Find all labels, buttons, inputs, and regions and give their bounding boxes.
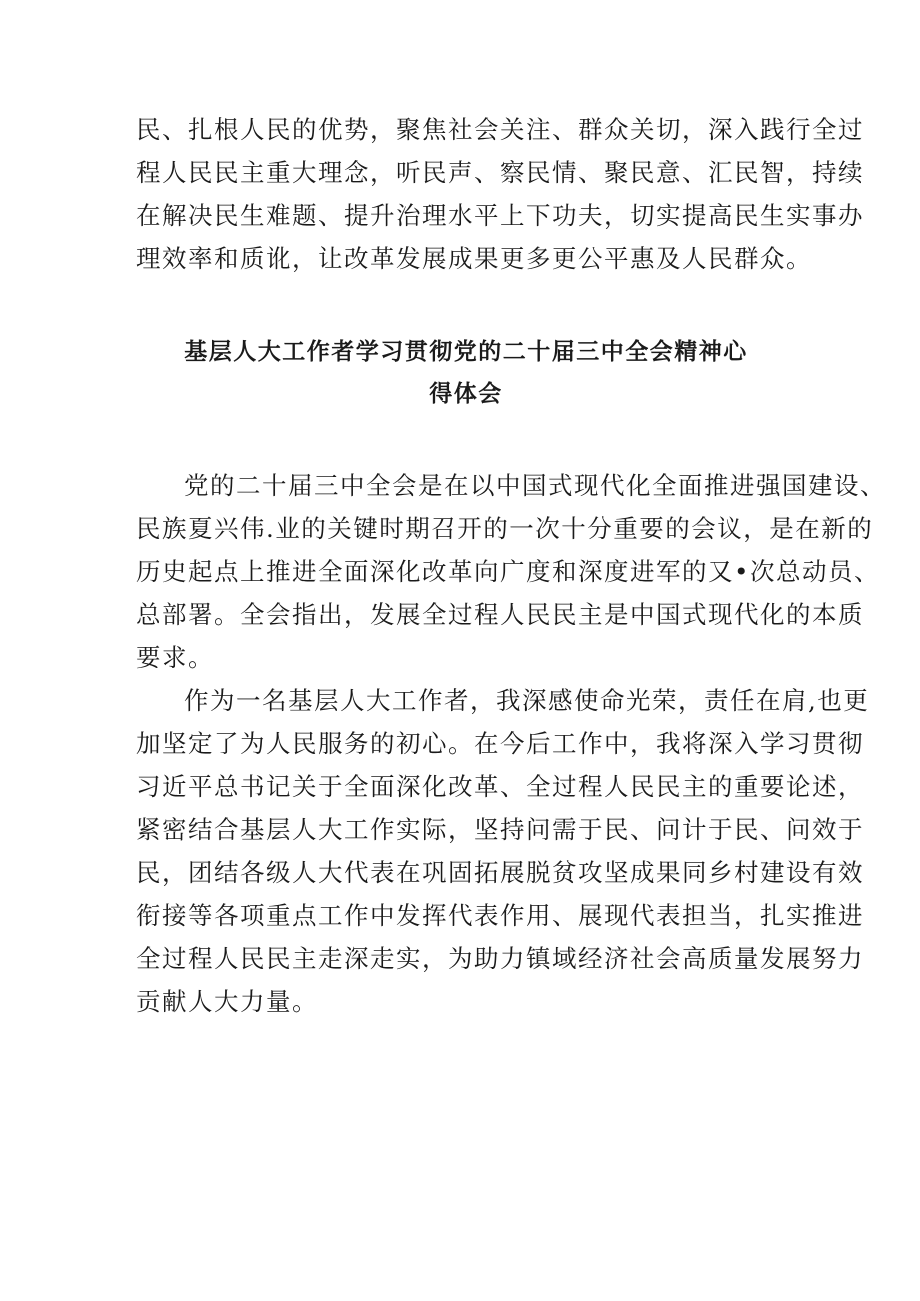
body-paragraph-2 (136, 679, 870, 1023)
paragraph-line: 民、扎根人民的优势，聚焦社会关注、群众关切，深入践行全过 (136, 115, 864, 144)
paragraph-line: 民，团结各级人大代表在巩固拓展脱贫攻坚成果同乡村建设有效 (136, 858, 864, 887)
paragraph-line: 程人民民主重大理念，听民声、察民情、聚民意、汇民智，持续 (136, 158, 864, 187)
document-page (136, 108, 886, 1023)
paragraph-line: 要求。 (136, 643, 214, 672)
paragraph-line: 总部署。全会指出，发展全过程人民民主是中国式现代化的本质 (136, 600, 864, 629)
paragraph-line: 党的二十届三中全会是在以中国式现代化全面推进强国建设、 (184, 471, 886, 500)
paragraph-line: 紧密结合基层人大工作实际，坚持问需于民、问计于民、问效于 (136, 815, 864, 844)
paragraph-line: 民族夏兴伟.业的关键时期召开的一次十分重要的会议，是在新的 (136, 514, 874, 543)
title-line: 得体会 (429, 381, 503, 407)
paragraph-line: 全过程人民民主走深走实，为助力镇域经济社会高质量发展努力 (136, 944, 864, 973)
paragraph-line: 理效率和质讹，让改革发展成果更多更公平惠及人民群众。 (136, 244, 812, 273)
title-line: 基层人大工作者学习贯彻党的二十届三中全会精神心 (184, 339, 748, 365)
paragraph-line: 历史起点上推进全面深化改革向广度和深度进军的又•次总动员、 (136, 557, 880, 586)
body-paragraph-1 (136, 464, 886, 679)
paragraph-line: 衔接等各项重点工作中发挥代表作用、展现代表担当，扎实推进 (136, 901, 864, 930)
paragraph-line: 作为一名基层人大工作者，我深感使命光荣，责任在肩,也更 (184, 686, 870, 715)
paragraph-line: 在解决民生难题、提升治理水平上下功夫，切实提高民生实事办 (136, 201, 864, 230)
paragraph-line: 习近平总书记关于全面深化改革、全过程人民民主的重要论述， (136, 772, 864, 801)
lead-paragraph (136, 108, 864, 280)
paragraph-line: 贡献人大力量。 (136, 987, 318, 1016)
document-title (136, 331, 796, 415)
paragraph-line: 加坚定了为人民服务的初心。在今后工作中，我将深入学习贯彻 (136, 729, 864, 758)
